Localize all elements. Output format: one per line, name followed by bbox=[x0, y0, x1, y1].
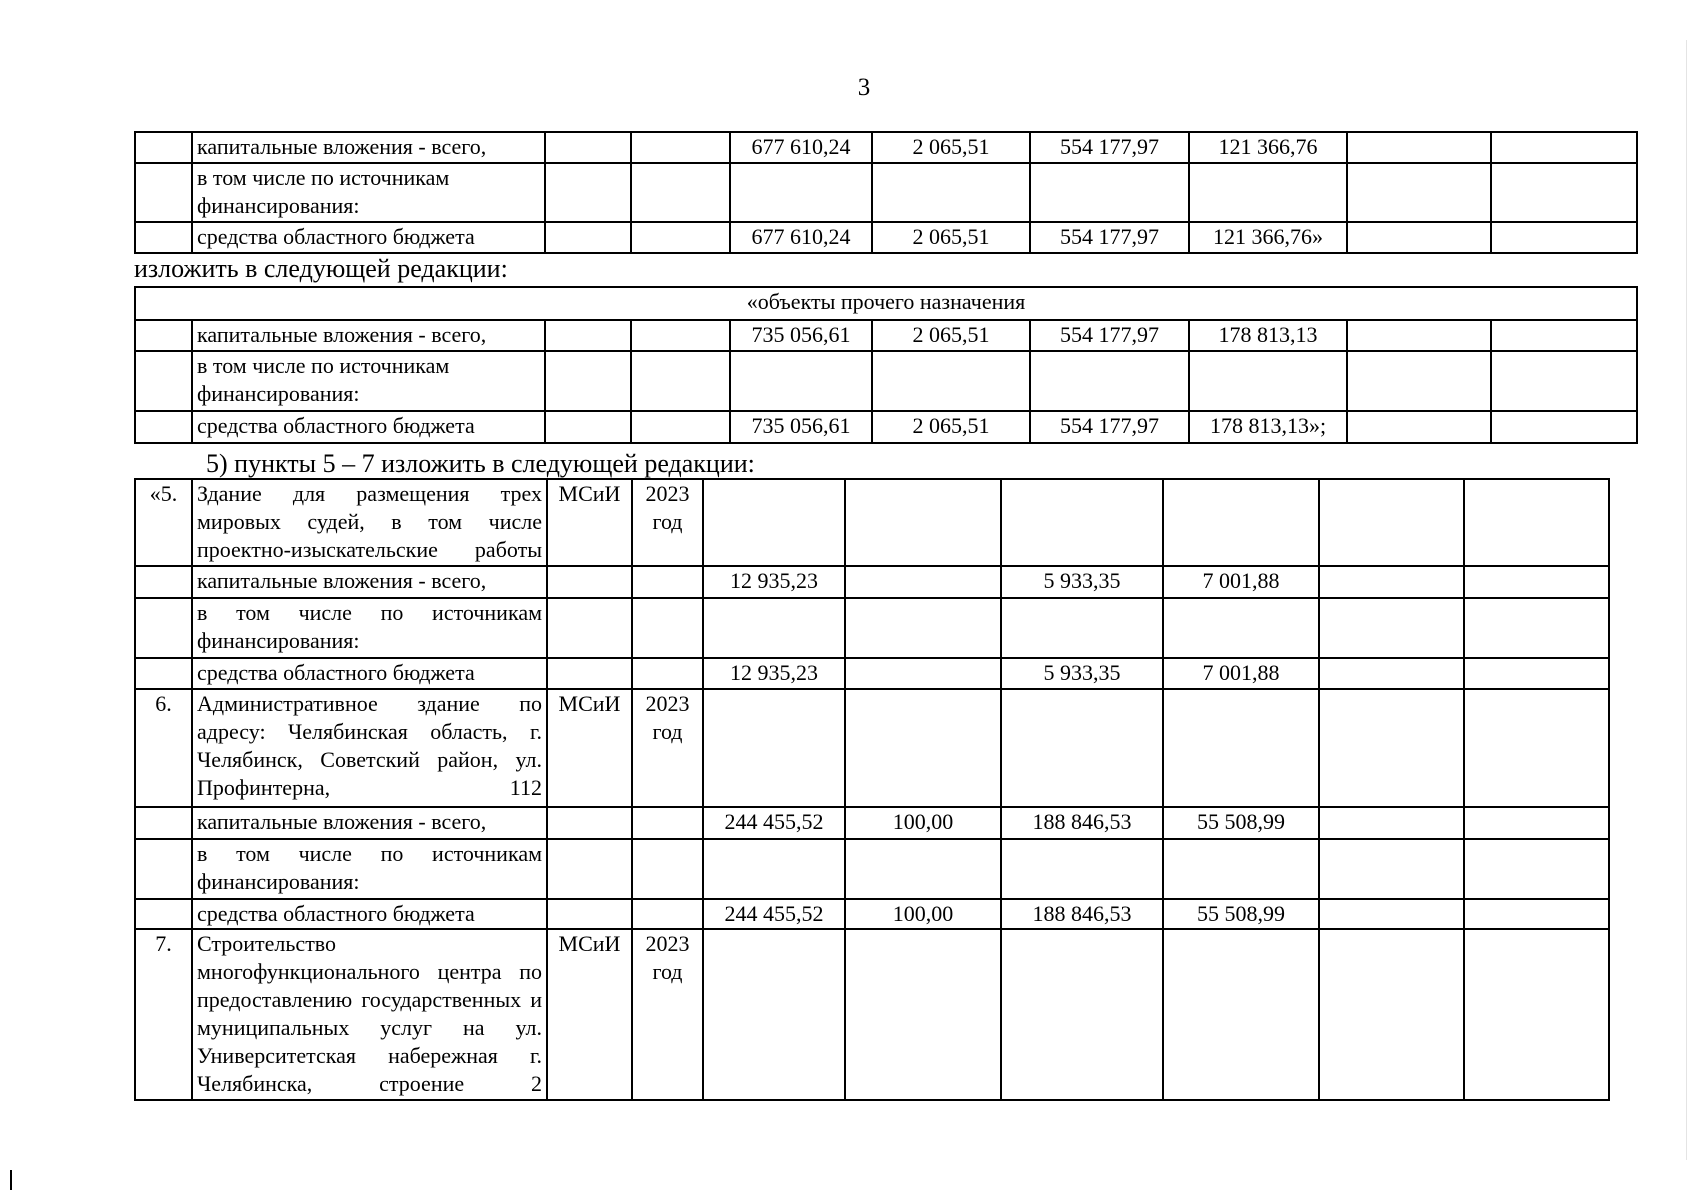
cell-value: 55 508,99 bbox=[1163, 899, 1319, 929]
cell-value: 677 610,24 bbox=[730, 132, 872, 163]
row-label: средства областного бюджета bbox=[192, 222, 545, 253]
table-items-5-7 bbox=[134, 478, 1610, 1101]
row-label: средства областного бюджета bbox=[192, 899, 547, 929]
table-caption: «объекты прочего назначения bbox=[135, 287, 1637, 320]
cell-value: 244 455,52 bbox=[703, 807, 845, 839]
cell-value: 2 065,51 bbox=[872, 411, 1030, 443]
row-label: средства областного бюджета bbox=[192, 411, 545, 443]
table-row bbox=[135, 566, 1609, 598]
cell-value: 178 813,13»; bbox=[1189, 411, 1347, 443]
margin-mark bbox=[10, 1170, 12, 1190]
row-label: в том числе по источникам финансирования: bbox=[192, 351, 545, 411]
page-number: 3 bbox=[857, 74, 871, 101]
item-number: «5. bbox=[135, 479, 192, 566]
table-row bbox=[135, 163, 1637, 222]
cell-value: 677 610,24 bbox=[730, 222, 872, 253]
table-row bbox=[135, 222, 1637, 253]
item-number: 7. bbox=[135, 929, 192, 1100]
cell-value: 2 065,51 bbox=[872, 132, 1030, 163]
cell-value: 188 846,53 bbox=[1001, 899, 1163, 929]
table-row bbox=[135, 929, 1609, 1100]
cell-value: 100,00 bbox=[845, 807, 1001, 839]
heading-new-edition: изложить в следующей редакции: bbox=[134, 254, 508, 283]
cell-value: 554 177,97 bbox=[1030, 132, 1189, 163]
item-title: Здание для размещения трех мировых судей, в том числе проектно-изыскательские работы bbox=[192, 479, 547, 566]
cell-value: 554 177,97 bbox=[1030, 320, 1189, 351]
row-label: средства областного бюджета bbox=[192, 658, 547, 689]
cell-value: 7 001,88 bbox=[1163, 658, 1319, 689]
item-title: Административное здание по адресу: Челябинская область, г. Челябинск, Советский район, ул. Профинтерна, 112 bbox=[192, 689, 547, 807]
table-row bbox=[135, 658, 1609, 689]
item-year: 2023 год bbox=[632, 929, 703, 1100]
cell-value: 244 455,52 bbox=[703, 899, 845, 929]
table-caption-row bbox=[135, 287, 1637, 320]
item-org: МСиИ bbox=[547, 929, 632, 1100]
scan-edge-line bbox=[1686, 40, 1687, 1160]
cell-value: 735 056,61 bbox=[730, 320, 872, 351]
cell-value: 5 933,35 bbox=[1001, 658, 1163, 689]
row-label: в том числе по источникам финансирования: bbox=[192, 839, 547, 899]
row-label: капитальные вложения - всего, bbox=[192, 807, 547, 839]
table-row bbox=[135, 839, 1609, 899]
table-row bbox=[135, 899, 1609, 929]
cell-value: 12 935,23 bbox=[703, 658, 845, 689]
table-row bbox=[135, 132, 1637, 163]
item-year: 2023 год bbox=[632, 479, 703, 566]
cell-value: 5 933,35 bbox=[1001, 566, 1163, 598]
item-title: Строительство многофункционального центра по предоставлению государственных и муниципальных услуг на ул. Университетская набережная г. Челябинска, строение 2 bbox=[192, 929, 547, 1100]
cell-value: 121 366,76» bbox=[1189, 222, 1347, 253]
cell-value: 178 813,13 bbox=[1189, 320, 1347, 351]
cell-value: 55 508,99 bbox=[1163, 807, 1319, 839]
cell-value: 12 935,23 bbox=[703, 566, 845, 598]
item-year: 2023 год bbox=[632, 689, 703, 807]
row-label: капитальные вложения - всего, bbox=[192, 566, 547, 598]
cell-value: 188 846,53 bbox=[1001, 807, 1163, 839]
cell-value: 100,00 bbox=[845, 899, 1001, 929]
cell-value: 2 065,51 bbox=[872, 222, 1030, 253]
table-row bbox=[135, 411, 1637, 443]
cell-value: 121 366,76 bbox=[1189, 132, 1347, 163]
item-org: МСиИ bbox=[547, 689, 632, 807]
table-row bbox=[135, 351, 1637, 411]
cell-value: 2 065,51 bbox=[872, 320, 1030, 351]
row-label: капитальные вложения - всего, bbox=[192, 132, 545, 163]
cell-value: 735 056,61 bbox=[730, 411, 872, 443]
table-row bbox=[135, 479, 1609, 566]
table-row bbox=[135, 320, 1637, 351]
row-label: в том числе по источникам финансирования: bbox=[192, 598, 547, 658]
heading-items-5-7: 5) пункты 5 – 7 изложить в следующей редакции: bbox=[206, 449, 755, 478]
item-org: МСиИ bbox=[547, 479, 632, 566]
table-row bbox=[135, 598, 1609, 658]
table-other-purpose-objects bbox=[134, 286, 1638, 444]
row-label: в том числе по источникам финансирования: bbox=[192, 163, 545, 222]
table-row bbox=[135, 689, 1609, 807]
cell-value: 7 001,88 bbox=[1163, 566, 1319, 598]
row-label: капитальные вложения - всего, bbox=[192, 320, 545, 351]
item-number: 6. bbox=[135, 689, 192, 807]
table-capital-investments-old bbox=[134, 131, 1638, 254]
cell-value: 554 177,97 bbox=[1030, 411, 1189, 443]
cell-value: 554 177,97 bbox=[1030, 222, 1189, 253]
table-row bbox=[135, 807, 1609, 839]
